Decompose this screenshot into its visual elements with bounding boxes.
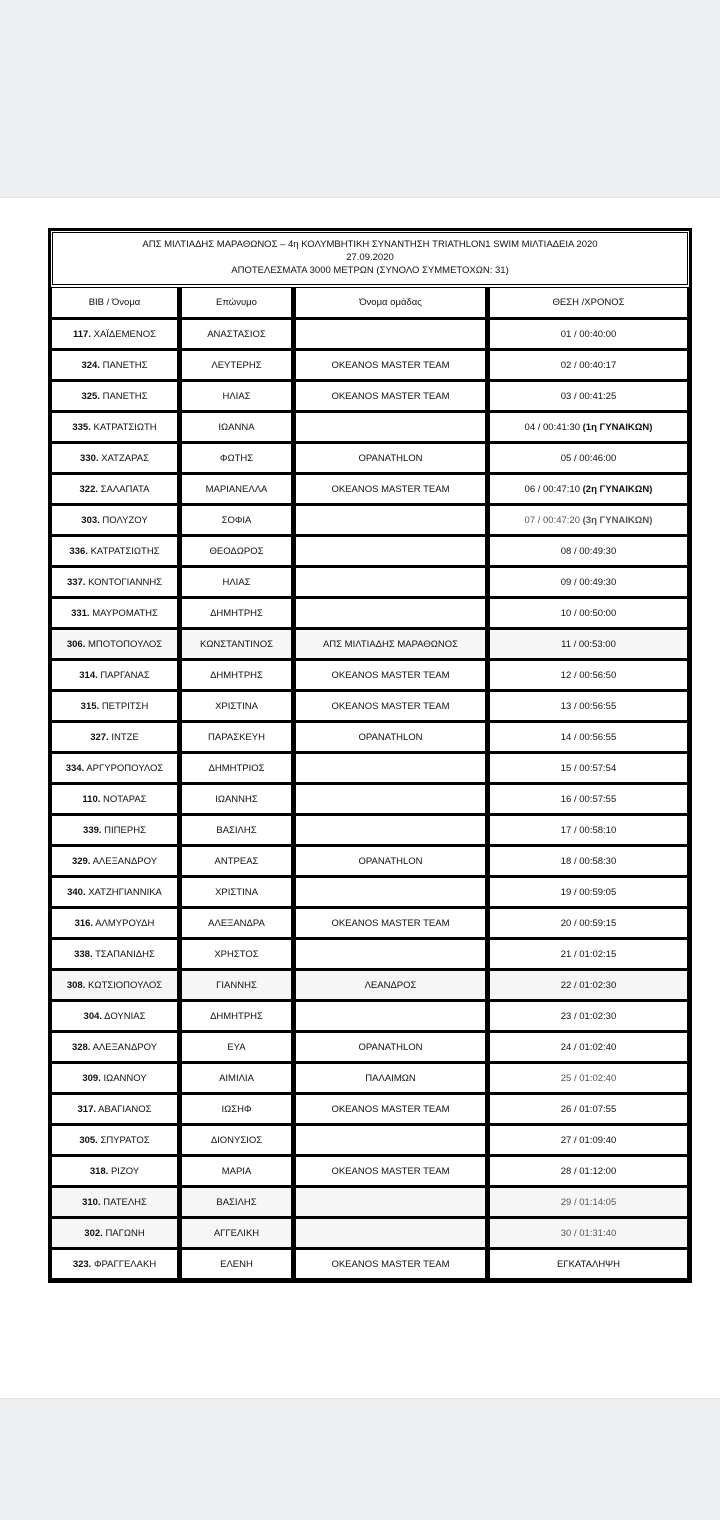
cell-bib-name [50,1157,180,1188]
bib-number: 310. [82,1196,101,1208]
cell-place-time [488,506,690,537]
result-value: 20 / 00:59:15 [560,917,617,929]
cell-team [294,1002,488,1033]
cell-surname: ΗΛΙΑΣ [180,568,294,599]
cell-surname: ΔΗΜΗΤΡΙΟΣ [180,754,294,785]
cell-surname: ΧΡΙΣΤΙΝΑ [180,692,294,723]
bib-number: 314. [79,669,98,681]
cell-place-time [488,351,690,382]
cell-team [294,537,488,568]
cell-surname: ΙΩΑΝΝΑ [180,413,294,444]
bib-number: 309. [82,1072,101,1084]
cell-bib-name [50,971,180,1002]
cell-bib-name [50,1002,180,1033]
cell-team [294,413,488,444]
table-row [50,878,690,909]
table-row [50,1002,690,1033]
cell-bib-name [50,1250,180,1281]
cell-team: ΠΑΛΑΙΜΩΝ [294,1064,488,1095]
cell-bib-name [50,630,180,661]
bib-number: 323. [72,1258,92,1270]
cell-team [294,1188,488,1219]
first-name: ΦΡΑΓΓΕΛΑΚΗ [93,1258,157,1270]
cell-place-time [488,475,690,506]
bib-number: 317. [77,1103,97,1115]
cell-surname: ΒΑΣΙΛΗΣ [180,1188,294,1219]
cell-place-time [488,1126,690,1157]
cell-bib-name [50,1219,180,1250]
result-value: 25 / 01:02:40 [560,1072,617,1084]
result-value: 24 / 01:02:40 [560,1041,617,1053]
document-header [50,230,690,288]
cell-team: OKEANOS MASTER TEAM [294,1250,488,1281]
table-row [50,444,690,475]
first-name: ΠΑΝΕΤΗΣ [102,359,148,371]
table-row [50,382,690,413]
cell-bib-name [50,506,180,537]
cell-team [294,816,488,847]
bib-number: 331. [71,607,90,619]
bib-number: 302. [84,1227,103,1239]
result-value: 01 / 00:40:00 [560,328,617,340]
first-name: ΠΕΤΡΙΤΣΗ [101,700,149,712]
cell-team: ΛΕΑΝΔΡΟΣ [294,971,488,1002]
cell-place-time [488,1188,690,1219]
table-row [50,816,690,847]
cell-bib-name [50,816,180,847]
cell-surname: ΚΩΝΣΤΑΝΤΙΝΟΣ [180,630,294,661]
cell-surname: ΒΑΣΙΛΗΣ [180,816,294,847]
cell-place-time [488,940,690,971]
table-header-row [50,288,690,320]
cell-team: OKEANOS MASTER TEAM [294,909,488,940]
bib-number: 324. [81,359,100,371]
first-name: ΑΡΓΥΡΟΠΟΥΛΟΣ [86,762,164,774]
title-results: ΑΠΟΤΕΛΕΣΜΑΤΑ 3000 ΜΕΤΡΩΝ (ΣΥΝΟΛΟ ΣΥΜΜΕΤΟΧΩΝ: 31) [231,265,509,276]
result-value: 05 / 00:46:00 [560,452,617,464]
cell-team [294,506,488,537]
first-name: ΣΠΥΡΑΤΟΣ [100,1134,150,1146]
bib-number: 330. [80,452,99,464]
cell-bib-name [50,1126,180,1157]
cell-team: ΑΠΣ ΜΙΛΤΙΑΔΗΣ ΜΑΡΑΘΩΝΟΣ [294,630,488,661]
results-table [50,288,690,1281]
cell-bib-name [50,599,180,630]
cell-surname: ΧΡΗΣΤΟΣ [180,940,294,971]
cell-surname: ΦΩΤΗΣ [180,444,294,475]
cell-team: OKEANOS MASTER TEAM [294,1157,488,1188]
table-row [50,754,690,785]
result-value: 13 / 00:56:55 [560,700,617,712]
table-row [50,785,690,816]
bib-number: 340. [67,886,86,898]
table-row [50,909,690,940]
cell-bib-name [50,847,180,878]
cell-surname: ΙΩΣΗΦ [180,1095,294,1126]
first-name: ΣΑΛΑΠΑΤΑ [100,483,150,495]
first-name: ΠΙΠΕΡΗΣ [104,824,146,836]
table-row [50,1250,690,1281]
women-rank-note: (1η ΓΥΝΑΙΚΩΝ) [582,421,653,433]
cell-team [294,940,488,971]
cell-surname: ΑΓΓΕΛΙΚΗ [180,1219,294,1250]
cell-bib-name [50,1064,180,1095]
cell-bib-name [50,785,180,816]
col-header-surname: Επώνυμο [180,288,294,320]
result-value: 27 / 01:09:40 [560,1134,617,1146]
bib-number: 328. [71,1041,91,1053]
result-value: 28 / 01:12:00 [560,1165,617,1177]
first-name: ΠΟΛΥΖΟΥ [102,514,148,526]
cell-bib-name [50,382,180,413]
cell-place-time [488,847,690,878]
table-row [50,1033,690,1064]
cell-team: OKEANOS MASTER TEAM [294,351,488,382]
first-name: ΙΩΑΝΝΟΥ [103,1072,147,1084]
result-value: 09 / 00:49:30 [560,576,617,588]
cell-team: OKEANOS MASTER TEAM [294,475,488,506]
first-name: ΠΑΤΕΛΗΣ [103,1196,147,1208]
cell-bib-name [50,444,180,475]
cell-place-time [488,971,690,1002]
table-row [50,940,690,971]
title-date: 27.09.2020 [346,252,394,263]
cell-bib-name [50,754,180,785]
table-row [50,599,690,630]
cell-team: OPANATHLON [294,444,488,475]
col-header-place-time: ΘΕΣΗ /ΧΡΟΝΟΣ [488,288,690,320]
cell-team [294,599,488,630]
cell-place-time [488,785,690,816]
result-value: 16 / 00:57:55 [560,793,617,805]
first-name: ΧΑΤΖΑΡΑΣ [101,452,149,464]
cell-bib-name [50,940,180,971]
cell-bib-name [50,1188,180,1219]
result-value: 18 / 00:58:30 [560,855,617,867]
first-name: ΑΛΜΥΡΟΥΔΗ [95,917,155,929]
result-value: 14 / 00:56:55 [560,731,617,743]
cell-surname: ΔΗΜΗΤΡΗΣ [180,599,294,630]
first-name: ΧΑΤΖΗΓΙΑΝΝΙΚΑ [88,886,162,898]
title-line-1: ΑΠΣ ΜΙΛΤΙΑΔΗΣ ΜΑΡΑΘΩΝΟΣ – 4η ΚΟΛΥΜΒΗΤΙΚΗ ΣΥΝΑΝΤΗΣΗ TRIATHLON1 SWIM ΜΙΛΤΙΑΔΕΙΑ 2020 [142,239,598,250]
cell-surname: ΑΝΤΡΕΑΣ [180,847,294,878]
first-name: ΜΠΟΤΟΠΟΥΛΟΣ [87,638,163,650]
cell-bib-name [50,723,180,754]
table-row [50,1095,690,1126]
cell-team: OKEANOS MASTER TEAM [294,1095,488,1126]
cell-surname: ΗΛΙΑΣ [180,382,294,413]
cell-place-time [488,1002,690,1033]
table-row [50,537,690,568]
cell-surname: ΓΙΑΝΝΗΣ [180,971,294,1002]
cell-bib-name [50,351,180,382]
cell-bib-name [50,909,180,940]
cell-surname: ΘΕΟΔΩΡΟΣ [180,537,294,568]
women-rank-note: (2η ΓΥΝΑΙΚΩΝ) [582,483,653,495]
result-value: 22 / 01:02:30 [560,979,617,991]
cell-team [294,1126,488,1157]
table-row [50,475,690,506]
result-value: 15 / 00:57:54 [560,762,617,774]
table-row [50,351,690,382]
first-name: ΚΟΝΤΟΓΙΑΝΝΗΣ [88,576,163,588]
cell-place-time [488,1095,690,1126]
cell-surname: ΙΩΑΝΝΗΣ [180,785,294,816]
cell-team [294,785,488,816]
cell-place-time [488,630,690,661]
cell-place-time [488,878,690,909]
first-name: ΚΑΤΡΑΤΣΙΩΤΗ [93,421,157,433]
bib-number: 325. [81,390,100,402]
cell-place-time [488,599,690,630]
cell-team: OKEANOS MASTER TEAM [294,692,488,723]
cell-place-time [488,754,690,785]
table-row [50,320,690,351]
bib-number: 305. [79,1134,98,1146]
bib-number: 322. [79,483,99,495]
result-value: ΕΓΚΑΤΑΛΗΨΗ [557,1258,620,1270]
bib-number: 303. [81,514,100,526]
table-row [50,630,690,661]
bib-number: 304. [83,1010,103,1022]
cell-team [294,754,488,785]
table-row [50,1219,690,1250]
cell-place-time [488,537,690,568]
table-row [50,568,690,599]
cell-surname: ΜΑΡΙΑΝΕΛΛΑ [180,475,294,506]
cell-bib-name [50,1095,180,1126]
cell-place-time [488,413,690,444]
women-rank-note: (3η ΓΥΝΑΙΚΩΝ) [582,514,653,526]
cell-place-time [488,723,690,754]
cell-bib-name [50,568,180,599]
cell-place-time [488,1157,690,1188]
table-row [50,692,690,723]
cell-place-time [488,1250,690,1281]
result-value: 21 / 01:02:15 [560,948,617,960]
bib-number: 316. [74,917,94,929]
table-row [50,1126,690,1157]
first-name: ΜΑΥΡΟΜΑΤΗΣ [92,607,158,619]
cell-surname: ΛΕΥΤΕΡΗΣ [180,351,294,382]
cell-team: OKEANOS MASTER TEAM [294,382,488,413]
cell-place-time [488,1064,690,1095]
bib-number: 110. [82,793,101,805]
cell-surname: ΣΟΦΙΑ [180,506,294,537]
bib-number: 315. [80,700,100,712]
cell-place-time [488,1219,690,1250]
bib-number: 117. [73,328,91,340]
result-value: 08 / 00:49:30 [560,545,617,557]
first-name: ΑΒΑΓΙΑΝΟΣ [98,1103,152,1115]
first-name: ΑΛΕΞΑΝΔΡΟΥ [92,855,158,867]
cell-place-time [488,909,690,940]
result-value: 12 / 00:56:50 [560,669,617,681]
table-row [50,723,690,754]
first-name: ΤΣΑΠΑΝΙΔΗΣ [95,948,155,960]
bib-number: 306. [66,638,86,650]
cell-surname: ΠΑΡΑΣΚΕΥΗ [180,723,294,754]
first-name: ΧΑΪΔΕΜΕΝΟΣ [93,328,156,340]
col-header-bib-name: BIB / Όνομα [50,288,180,320]
result-value: 07 / 00:47:20 [524,514,580,526]
first-name: ΠΑΓΩΝΗ [105,1227,145,1239]
first-name: ΚΑΤΡΑΤΣΙΩΤΗΣ [90,545,160,557]
cell-team: OPANATHLON [294,847,488,878]
first-name: ΠΑΡΓΑΝΑΣ [100,669,150,681]
cell-surname: ΔΙΟΝΥΣΙΟΣ [180,1126,294,1157]
cell-surname: ΕΛΕΝΗ [180,1250,294,1281]
result-value: 29 / 01:14:05 [560,1196,617,1208]
first-name: ΚΩΤΣΙΟΠΟΥΛΟΣ [88,979,163,991]
cell-team [294,320,488,351]
result-value: 19 / 00:59:05 [560,886,617,898]
cell-team: OPANATHLON [294,723,488,754]
cell-surname: ΑΙΜΙΛΙΑ [180,1064,294,1095]
bib-number: 329. [71,855,91,867]
results-sheet [48,228,692,1283]
result-value: 04 / 00:41:30 [524,421,580,433]
document-page [0,198,720,1398]
cell-bib-name [50,537,180,568]
cell-team [294,878,488,909]
bib-number: 338. [74,948,93,960]
cell-bib-name [50,320,180,351]
cell-bib-name [50,692,180,723]
col-header-team: Όνομα ομάδας [294,288,488,320]
cell-team [294,568,488,599]
bib-number: 318. [89,1165,109,1177]
result-value: 23 / 01:02:30 [560,1010,617,1022]
cell-place-time [488,382,690,413]
result-value: 30 / 01:31:40 [560,1227,617,1239]
first-name: ΑΛΕΞΑΝΔΡΟΥ [92,1041,158,1053]
cell-team [294,1219,488,1250]
bib-number: 308. [66,979,86,991]
cell-team: OKEANOS MASTER TEAM [294,661,488,692]
cell-bib-name [50,475,180,506]
cell-bib-name [50,1033,180,1064]
table-row [50,1064,690,1095]
first-name: ΡΙΖΟΥ [110,1165,140,1177]
table-row [50,506,690,537]
cell-place-time [488,816,690,847]
cell-place-time [488,320,690,351]
cell-surname: ΧΡΙΣΤΙΝΑ [180,878,294,909]
result-value: 03 / 00:41:25 [560,390,617,402]
cell-team: OPANATHLON [294,1033,488,1064]
table-row [50,1188,690,1219]
bib-number: 339. [83,824,102,836]
table-row [50,971,690,1002]
first-name: ΠΑΝΕΤΗΣ [102,390,148,402]
result-value: 17 / 00:58:10 [560,824,617,836]
cell-surname: ΔΗΜΗΤΡΗΣ [180,1002,294,1033]
bib-number: 335. [72,421,91,433]
cell-place-time [488,568,690,599]
table-row [50,661,690,692]
cell-place-time [488,692,690,723]
first-name: ΔΟΥΝΙΑΣ [104,1010,146,1022]
cell-bib-name [50,878,180,909]
cell-place-time [488,661,690,692]
cell-bib-name [50,413,180,444]
bib-number: 334. [65,762,85,774]
result-value: 26 / 01:07:55 [560,1103,617,1115]
cell-surname: ΑΛΕΞΑΝΔΡΑ [180,909,294,940]
cell-surname: ΕΥΑ [180,1033,294,1064]
bib-number: 336. [69,545,88,557]
cell-surname: ΜΑΡΙΑ [180,1157,294,1188]
bib-number: 327. [90,731,109,743]
cell-surname: ΑΝΑΣΤΑΣΙΟΣ [180,320,294,351]
cell-place-time [488,1033,690,1064]
first-name: ΝΟΤΑΡΑΣ [103,793,147,805]
result-value: 06 / 00:47:10 [524,483,580,495]
result-value: 02 / 00:40:17 [560,359,617,371]
table-row [50,847,690,878]
cell-place-time [488,444,690,475]
cell-bib-name [50,661,180,692]
result-value: 10 / 00:50:00 [560,607,617,619]
result-value: 11 / 00:53:00 [561,638,616,650]
cell-surname: ΔΗΜΗΤΡΗΣ [180,661,294,692]
table-row [50,1157,690,1188]
bib-number: 337. [66,576,86,588]
first-name: ΙΝΤΖΕ [111,731,139,743]
table-row [50,413,690,444]
